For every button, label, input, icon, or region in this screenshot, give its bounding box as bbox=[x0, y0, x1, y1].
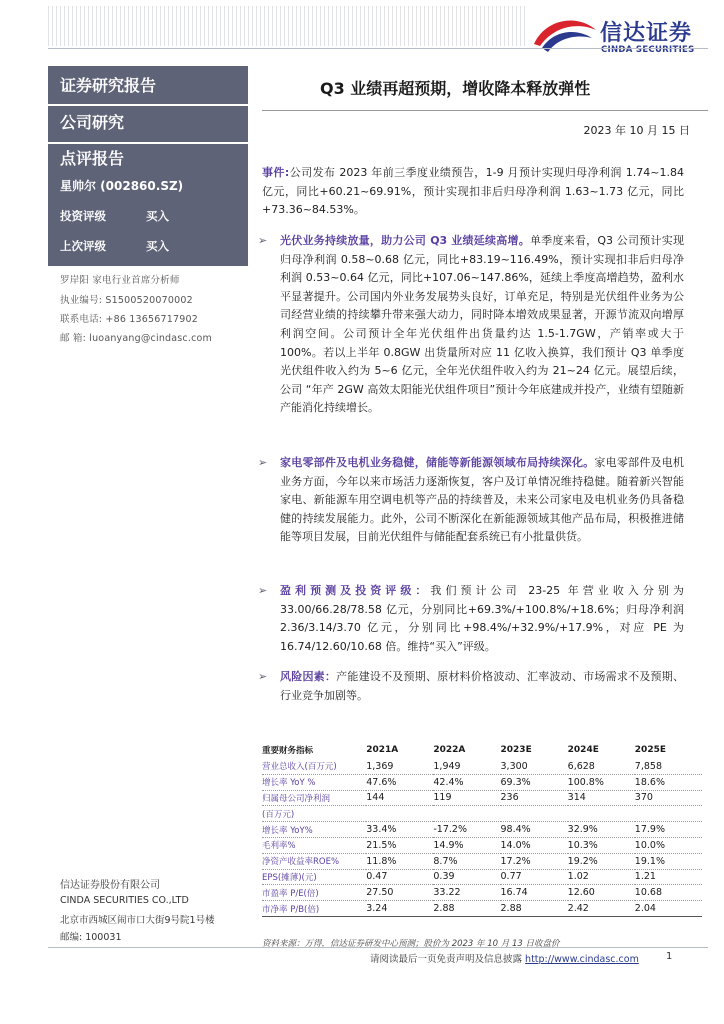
bullet-arrow-icon: ➢ bbox=[258, 670, 268, 683]
table-header-cell: 2025E bbox=[634, 745, 666, 755]
table-cell: 1,949 bbox=[433, 759, 500, 774]
page-title: Q3 业绩再超预期，增收降本释放弹性 bbox=[320, 79, 591, 98]
row-label: 市净率 P/B(倍) bbox=[262, 901, 366, 917]
company-cn: 信达证券股份有限公司 bbox=[60, 880, 160, 891]
table-cell: 14.9% bbox=[433, 837, 500, 853]
row-label: 增长率 YoY% bbox=[262, 822, 366, 838]
table-cell: 8.7% bbox=[433, 853, 500, 869]
table-cell: 236 bbox=[501, 790, 568, 806]
table-row bbox=[262, 901, 702, 917]
table-row bbox=[262, 774, 702, 790]
row-label: 毛利率% bbox=[262, 837, 366, 853]
title-rule bbox=[262, 110, 708, 111]
cinda-logo-icon bbox=[532, 14, 598, 56]
company-name: 星帅尔 (002860.SZ) bbox=[60, 179, 184, 193]
prev-rating-label: 上次评级 bbox=[60, 239, 106, 253]
website-link[interactable]: http://www.cindasc.com bbox=[525, 954, 639, 965]
table-source: 资料来源：万得，信达证券研发中心预测；股价为 2023 年 10 月 13 日收盘价 bbox=[262, 939, 560, 949]
company-address: 北京市西城区闹市口大街9号院1号楼 bbox=[60, 915, 215, 926]
table-cell: 1.02 bbox=[568, 869, 635, 885]
paragraph-risk bbox=[258, 668, 685, 705]
bullet-arrow-icon: ➢ bbox=[258, 584, 268, 597]
table-cell: 17.2% bbox=[501, 853, 568, 869]
table-cell: 21.5% bbox=[366, 837, 433, 853]
table-cell: 0.39 bbox=[433, 869, 500, 885]
table-row bbox=[262, 853, 702, 869]
table-row bbox=[262, 869, 702, 885]
table-cell bbox=[568, 806, 635, 822]
header-rule bbox=[48, 48, 708, 49]
table-cell: 10.0% bbox=[635, 837, 702, 853]
bullet-arrow-icon: ➢ bbox=[258, 456, 268, 469]
risk-label: 风险因素： bbox=[280, 670, 337, 683]
table-cell: 47.6% bbox=[366, 774, 433, 790]
analyst-email[interactable]: 邮 箱: luoanyang@cindasc.com bbox=[60, 333, 212, 344]
table-cell: 370 bbox=[635, 790, 702, 806]
row-label: 营业总收入(百万元) bbox=[262, 759, 366, 774]
event-label: 事件: bbox=[262, 166, 290, 179]
table-cell: 3.24 bbox=[366, 901, 433, 917]
table-header-cell: 2021A bbox=[366, 745, 399, 755]
table-header-row bbox=[262, 744, 702, 759]
table-row bbox=[262, 885, 702, 901]
row-label: (百万元) bbox=[262, 806, 366, 822]
table-row bbox=[262, 822, 702, 838]
table-cell: 2.88 bbox=[433, 901, 500, 917]
table-cell bbox=[501, 806, 568, 822]
table-cell: 119 bbox=[433, 790, 500, 806]
analyst-phone: 联系电话: +86 13656717902 bbox=[60, 314, 198, 325]
table-cell bbox=[635, 806, 702, 822]
appliance-text: 家电零部件及电机业务方面，今年以来市场活力逐渐恢复，客户及订单情况维持稳健。随着新兴智能家电、新能源车用空调电机等产品的持续普及，未来公司家电及电机业务仍具备稳健的持续发展能力。此外，公司不断深化在新能源领域其他产品布局，积极推进储能等项目发展，目前光伏组件与储能配套系统已有小批量供货。 bbox=[280, 456, 685, 544]
table-row bbox=[262, 790, 702, 806]
row-label: 市盈率 P/E(倍) bbox=[262, 885, 366, 901]
table-cell: 10.68 bbox=[635, 885, 702, 901]
table-cell bbox=[366, 806, 433, 822]
table-cell: 144 bbox=[366, 790, 433, 806]
rating-value: 买入 bbox=[146, 209, 169, 223]
table-cell: 3,300 bbox=[501, 759, 568, 774]
table-cell: 1.21 bbox=[635, 869, 702, 885]
table-cell: 17.9% bbox=[635, 822, 702, 838]
financial-table bbox=[262, 744, 702, 917]
pv-label: 光伏业务持续放量，助力公司 Q3 业绩延续高增。 bbox=[280, 234, 530, 247]
table-cell: 2.04 bbox=[635, 901, 702, 917]
report-type: 证券研究报告 bbox=[48, 66, 248, 106]
event-paragraph bbox=[262, 164, 684, 220]
table-row bbox=[262, 759, 702, 774]
forecast-text: 我们预计公司 23-25 年营业收入分别为 33.00/66.28/78.58 亿元，分别同比+69.3%/+100.8%/+18.6%；归母净利润 2.36/3.14/3.70 亿元，分别同比+98.4%/+32.9%/+17.9%，对应 PE 为 16.74/12.60/10.68 倍。维持“买入”评级。 bbox=[280, 584, 684, 653]
forecast-label: 盈利预测及投资评级： bbox=[280, 584, 431, 597]
table-cell: 2.42 bbox=[568, 901, 635, 917]
table-cell: 32.9% bbox=[568, 822, 635, 838]
table-cell bbox=[433, 806, 500, 822]
table-header-cell: 重要财务指标 bbox=[262, 746, 314, 756]
logo-text: 信达证券 bbox=[600, 21, 693, 46]
table-cell: 0.77 bbox=[501, 869, 568, 885]
table-cell: 7,858 bbox=[635, 759, 702, 774]
table-cell: 1,369 bbox=[366, 759, 433, 774]
footer-rule bbox=[48, 947, 708, 948]
table-cell: 33.22 bbox=[433, 885, 500, 901]
paragraph-appliance bbox=[258, 454, 685, 547]
rating-label: 投资评级 bbox=[60, 209, 106, 223]
report-subcategory: 点评报告 bbox=[60, 149, 125, 168]
table-cell: 19.2% bbox=[568, 853, 635, 869]
event-text: 公司发布 2023 年前三季度业绩预告，1-9 月预计实现归母净利润 1.74~1.84 亿元，同比+60.21~69.91%，预计实现扣非后归母净利润 1.63~1.73 亿元，同比+73.36~84.53%。 bbox=[262, 166, 684, 217]
table-cell: 42.4% bbox=[433, 774, 500, 790]
table-header-cell: 2024E bbox=[567, 745, 599, 755]
table-cell: 10.3% bbox=[568, 837, 635, 853]
paragraph-pv bbox=[258, 232, 684, 418]
company-postcode: 邮编: 100031 bbox=[60, 932, 122, 943]
row-label: 增长率 YoY % bbox=[262, 774, 366, 790]
table-cell: 16.74 bbox=[501, 885, 568, 901]
footer-disclaimer bbox=[370, 951, 639, 965]
table-row bbox=[262, 806, 702, 822]
table-cell: 33.4% bbox=[366, 822, 433, 838]
table-cell: 18.6% bbox=[635, 774, 702, 790]
table-cell: 27.50 bbox=[366, 885, 433, 901]
logo-subtext: CINDA SECURITIES bbox=[601, 45, 695, 55]
risk-text: 产能建设不及预期、原材料价格波动、汇率波动、市场需求不及预期、行业竞争加剧等。 bbox=[280, 670, 685, 702]
page-number: 1 bbox=[666, 951, 673, 962]
analyst-name: 罗岸阳 家电行业首席分析师 bbox=[60, 275, 180, 286]
row-label: 净资产收益率ROE% bbox=[262, 853, 366, 869]
table-cell: 14.0% bbox=[501, 837, 568, 853]
row-label: EPS(摊薄)(元) bbox=[262, 869, 366, 885]
table-cell: 6,628 bbox=[568, 759, 635, 774]
table-cell: 11.8% bbox=[366, 853, 433, 869]
report-category: 公司研究 bbox=[48, 106, 248, 142]
sidebar-info-block bbox=[48, 144, 248, 266]
table-cell: 2.88 bbox=[501, 901, 568, 917]
company-en: CINDA SECURITIES CO.,LTD bbox=[60, 895, 189, 906]
table-header-cell: 2022A bbox=[433, 745, 466, 755]
appliance-label: 家电零部件及电机业务稳健，储能等新能源领域布局持续深化。 bbox=[280, 456, 595, 469]
table-cell: 69.3% bbox=[501, 774, 568, 790]
table-cell: 19.1% bbox=[635, 853, 702, 869]
report-date: 2023 年 10 月 15 日 bbox=[583, 124, 690, 137]
prev-rating-value: 买入 bbox=[146, 239, 169, 253]
pv-text: 单季度来看，Q3 公司预计实现归母净利润 0.58~0.68 亿元，同比+83.19~116.49%，预计实现扣非后归母净利润 0.53~0.64 亿元，同比+107.06~147.86%，延续上季度高增趋势，盈利水平显著提升。公司国内外业务发展势头良好，订单充足，特别是光伏组件业务为公司经营业绩的持续攀升带来强大动力，同时降本增效成果显著，开源节流双向增厚利润空间。公司预计全年光伏组件出货量约达 1.5-1.7GW，产销率或大于 100%。若以上半年 0.8GW 出货量所对应 11 亿收入换算，我们预计 Q3 单季度光伏组件收入约为 5~6 亿元，全年光伏组件收入约为 21~24 亿元。展望后续，公司 “年产 2GW 高效太阳能光伏组件项目”预计今年底建成并投产，业绩有望随新产能消化持续增长。 bbox=[280, 234, 684, 415]
table-cell: 12.60 bbox=[568, 885, 635, 901]
bullet-arrow-icon: ➢ bbox=[258, 234, 268, 247]
table-header-cell: 2023E bbox=[500, 745, 532, 755]
analyst-license: 执业编号: S1500520070002 bbox=[60, 295, 193, 306]
table-row bbox=[262, 837, 702, 853]
table-cell: 98.4% bbox=[501, 822, 568, 838]
table-cell: 0.47 bbox=[366, 869, 433, 885]
row-label: 归属母公司净利润 bbox=[262, 790, 366, 806]
header-decoration bbox=[48, 6, 528, 46]
table-cell: 314 bbox=[568, 790, 635, 806]
table-cell: -17.2% bbox=[433, 822, 500, 838]
paragraph-forecast bbox=[258, 582, 684, 656]
table-cell: 100.8% bbox=[568, 774, 635, 790]
disclaimer-text: 请阅读最后一页免责声明及信息披露 bbox=[370, 954, 523, 965]
